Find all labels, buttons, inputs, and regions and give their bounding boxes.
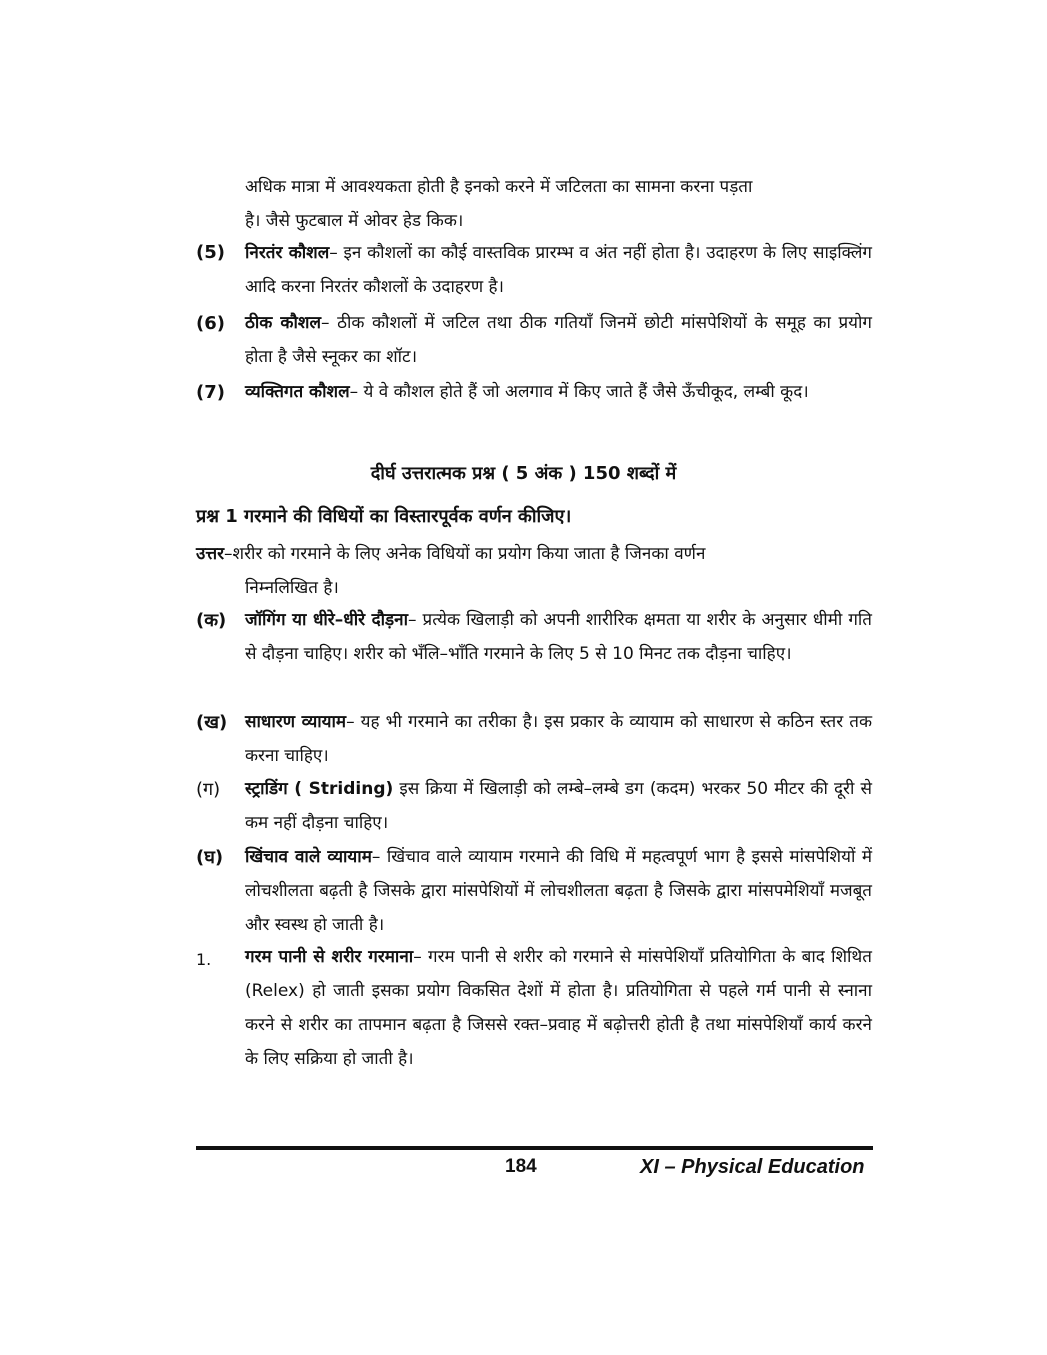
method-ga-number: (ग) — [196, 779, 221, 800]
running-title: XI – Physical Education — [640, 1156, 865, 1178]
method-1-item — [245, 940, 872, 1076]
method-kha-number: (ख) — [196, 712, 228, 733]
method-ga-term: स्ट्राडिंग ( Striding) — [245, 779, 394, 799]
method-1-text: – गरम पानी से शरीर को गरमाने से मांसपेशियाँ प्रतियोगिता के बाद शिथित (Relex) हो जाती इसका प्रयोग विकसित देशों में होता है। प्रतियोगिता से पहले गर्म पानी से स्नाना करने से शरीर का तापमान बढ़ता है जिससे रक्त–प्रवाह में बढ़ोत्तरी होती है तथा मांसपेशियाँ कार्य करने के लिए सक्रिया हो जाती है। — [245, 947, 872, 1069]
intro-line-1: अधिक मात्रा में आवश्यकता होती है इनको करने में जटिलता का सामना करना पड़ता — [245, 177, 753, 197]
method-ka-term: जॉगिंग या धीरे–धीरे दौड़ना — [245, 610, 408, 630]
skill-7-number: (7) — [196, 382, 225, 403]
answer-text-line-2: निम्नलिखित है। — [245, 578, 339, 598]
page-number: 184 — [505, 1156, 537, 1177]
answer-paragraph — [196, 537, 872, 605]
method-gha-number: (घ) — [196, 847, 224, 868]
skill-6-item — [245, 306, 872, 374]
section-heading: दीर्घ उत्तरात्मक प्रश्न ( 5 अंक ) 150 शब्दों में — [370, 463, 677, 484]
method-1-number: 1. — [196, 950, 212, 969]
method-kha-item — [245, 705, 872, 773]
method-gha-term: खिंचाव वाले व्यायाम — [245, 847, 372, 867]
skill-7-text: – ये वे कौशल होते हैं जो अलगाव में किए जाते हैं जैसे ऊँचीकूद, लम्बी कूद। — [349, 382, 809, 402]
method-ka-number: (क) — [196, 610, 227, 631]
skill-6-number: (6) — [196, 313, 225, 334]
intro-line-2: है। जैसे फुटबाल में ओवर हेड किक। — [245, 211, 464, 231]
method-gha-text: – खिंचाव वाले व्यायाम गरमाने की विधि में महत्वपूर्ण भाग है इससे मांसपेशियों में लोचशीलता बढ़ती है जिसके द्वारा मांसपेशियों में लोचशीलता बढ़ता है जिसके द्वारा मांसपमेशियाँ मजबूत और स्वस्थ हो जाती है। — [245, 847, 873, 935]
method-ga-text: इस क्रिया में खिलाड़ी को लम्बे–लम्बे डग (कदम) भरकर 50 मीटर की दूरी से कम नहीं दौड़ना चाहिए। — [245, 779, 872, 833]
answer-text-line-1: –शरीर को गरमाने के लिए अनेक विधियों का प्रयोग किया जाता है जिनका वर्णन — [224, 544, 706, 564]
method-ka-text: – प्रत्येक खिलाड़ी को अपनी शारीरिक क्षमता या शरीर के अनुसार धीमी गति से दौड़ना चाहिए। शरीर को भँलि–भाँति गरमाने के लिए 5 से 10 मिनट तक दौड़ना चाहिए। — [245, 610, 872, 664]
skill-7-term: व्यक्तिगत कौशल — [245, 382, 350, 402]
skill-6-term: ठीक कौशल — [245, 313, 321, 333]
footer-rule — [196, 1146, 873, 1150]
skill-7-item — [245, 375, 872, 409]
skill-5-number: (5) — [196, 242, 225, 263]
question-1: प्रश्न 1 गरमाने की विधियों का विस्तारपूर्वक वर्णन कीजिए। — [196, 506, 572, 527]
skill-5-item — [245, 236, 872, 304]
skill-5-term: निरतंर कौशल — [245, 243, 330, 263]
answer-label: उत्तर — [196, 544, 225, 564]
method-kha-term: साधारण व्यायाम — [245, 712, 347, 732]
intro-paragraph — [245, 170, 872, 238]
method-ka-item — [245, 603, 872, 671]
skill-5-text: – इन कौशलों का कौई वास्तविक प्रारम्भ व अंत नहीं होता है। उदाहरण के लिए साइक्लिंग आदि करना निरतंर कौशलों के उदाहरण है। — [245, 243, 872, 297]
method-1-term: गरम पानी से शरीर गरमाना — [245, 947, 414, 967]
method-kha-text: – यह भी गरमाने का तरीका है। इस प्रकार के व्यायाम को साधारण से कठिन स्तर तक करना चाहिए। — [245, 712, 873, 766]
method-ga-item — [245, 772, 872, 840]
method-gha-item — [245, 840, 872, 942]
skill-6-text: – ठीक कौशलों में जटिल तथा ठीक गतियाँ जिनमें छोटी मांसपेशियों के समूह का प्रयोग होता है जैसे स्नूकर का शॉट। — [245, 313, 872, 367]
